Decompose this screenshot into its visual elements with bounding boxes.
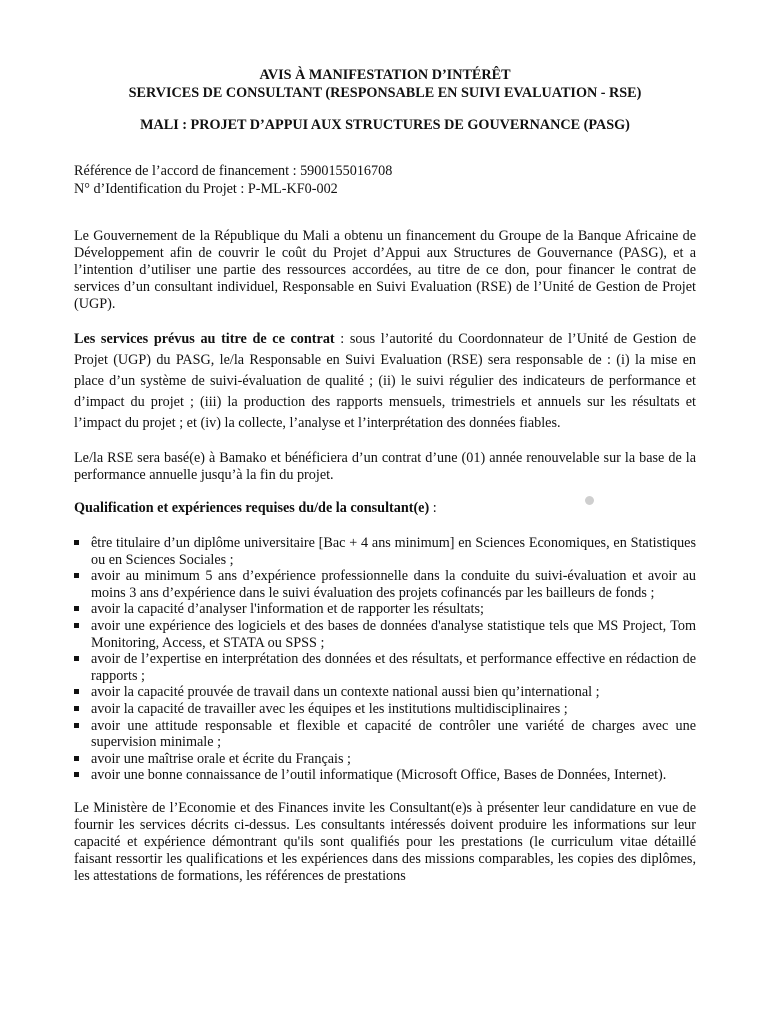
bullet-icon: [74, 706, 79, 711]
qualifications-heading: [74, 500, 696, 517]
list-item-text: avoir la capacité de travailler avec les équipes et les institutions multidisciplinaires ;: [91, 700, 568, 717]
project-id: N° d’Identification du Projet : P-ML-KF0-002: [74, 181, 338, 197]
list-item: [74, 568, 696, 601]
list-item-text: avoir de l’expertise en interprétation des données et des résultats, et performance effective en rédaction de rapports ;: [91, 651, 696, 684]
bullet-icon: [74, 772, 79, 777]
bullet-icon: [74, 623, 79, 628]
list-item: [74, 751, 696, 768]
bullet-icon: [74, 573, 79, 578]
notice-subtitle: SERVICES DE CONSULTANT (RESPONSABLE EN SUIVI EVALUATION - RSE): [128, 85, 642, 101]
bullet-icon: [74, 723, 79, 728]
list-item: [74, 701, 696, 718]
qualifications-label: Qualification et expériences requises du/de la consultant(e): [74, 500, 430, 516]
agreement-reference: Référence de l’accord de financement : 5900155016708: [74, 163, 393, 179]
list-item-text: avoir la capacité prouvée de travail dans un contexte national aussi bien qu’international ;: [91, 684, 600, 701]
qualifications-list: [74, 535, 696, 784]
list-item: [74, 684, 696, 701]
document-page: [74, 66, 696, 885]
bullet-icon: [74, 656, 79, 661]
list-item-text: avoir une expérience des logiciels et des bases de données d'analyse statistique tels que MS Project, Tom Monitoring, Access, et STATA ou SPSS ;: [91, 617, 696, 651]
list-item-text: avoir une bonne connaissance de l’outil informatique (Microsoft Office, Bases de Données, Internet).: [91, 767, 667, 784]
list-item-text: avoir la capacité d’analyser l'information et de rapporter les résultats;: [91, 601, 484, 618]
location-paragraph: Le/la RSE sera basé(e) à Bamako et bénéficiera d’un contrat d’une (01) année renouvelable sur la base de la performance annuelle jusqu’à la fin du projet.: [74, 450, 696, 483]
bullet-icon: [74, 606, 79, 611]
list-item: [74, 651, 696, 684]
list-item: [74, 718, 696, 751]
services-text: : sous l’autorité du Coordonnateur de l’Unité de Gestion de Projet (UGP) du PASG, le/la Responsable en Suivi Evaluation (RSE) sera responsable de : (i) la mise en place d’un système de suivi-évaluation de qualité ; (ii) le suivi régulier des indicateurs de performance et d’impact du projet ; (iii) la production des rapports mensuels, trimestriels et annuels sur les résultats et l’impact du projet ; et (iv) la collecte, l’analyse et l’interprétation des données fiables.: [74, 331, 696, 431]
list-item: [74, 535, 696, 568]
scan-dot-mark: [585, 496, 594, 505]
qualifications-suffix: :: [429, 500, 437, 516]
list-item: [74, 618, 696, 651]
services-paragraph: [74, 329, 696, 434]
list-item-text: avoir une attitude responsable et flexible et capacité de contrôler une variété de charges avec une supervision minimale ;: [91, 717, 696, 751]
bullet-icon: [74, 540, 79, 545]
references: [74, 162, 696, 198]
project-title: MALI : PROJET D’APPUI AUX STRUCTURES DE GOUVERNANCE (PASG): [140, 117, 630, 133]
intro-paragraph: Le Gouvernement de la République du Mali a obtenu un financement du Groupe de la Banque Africaine de Développement afin de couvrir le coût du Projet d’Appui aux Structures de Gouvernance (PASG), et a l’intention d’utiliser une partie des ressources accordées, au titre de ce don, pour financer le contrat de services d’un consultant individuel, Responsable en Suivi Evaluation (RSE) de l’Unité de Gestion de Projet (UGP).: [74, 228, 696, 312]
notice-title: AVIS À MANIFESTATION D’INTÉRÊT: [259, 67, 511, 83]
list-item: [74, 601, 696, 618]
bullet-icon: [74, 756, 79, 761]
closing-paragraph: Le Ministère de l’Economie et des Finances invite les Consultant(e)s à présenter leur candidature en vue de fournir les services décrits ci-dessus. Les consultants intéressés doivent produire les informations sur leur capacité et expérience démontrant qu'ils sont qualifiés pour les prestations (le curriculum vitae détaillé faisant ressortir les qualifications et les expériences dans des missions comparables, les copies des diplômes, les attestations de formations, les références de prestations: [74, 799, 696, 884]
list-item-text: avoir une maîtrise orale et écrite du Français ;: [91, 750, 351, 767]
services-label: Les services prévus au titre de ce contrat: [74, 331, 335, 347]
list-item: [74, 767, 696, 784]
list-item-text: avoir au minimum 5 ans d’expérience professionnelle dans la conduite du suivi-évaluation et avoir au moins 3 ans d’expérience dans le suivi évaluation des projets cofinancés par les bailleurs de fonds ;: [91, 568, 696, 601]
list-item-text: être titulaire d’un diplôme universitaire [Bac + 4 ans minimum] en Sciences Economiques, en Statistiques ou en Sciences Sociales ;: [91, 535, 696, 568]
bullet-icon: [74, 689, 79, 694]
